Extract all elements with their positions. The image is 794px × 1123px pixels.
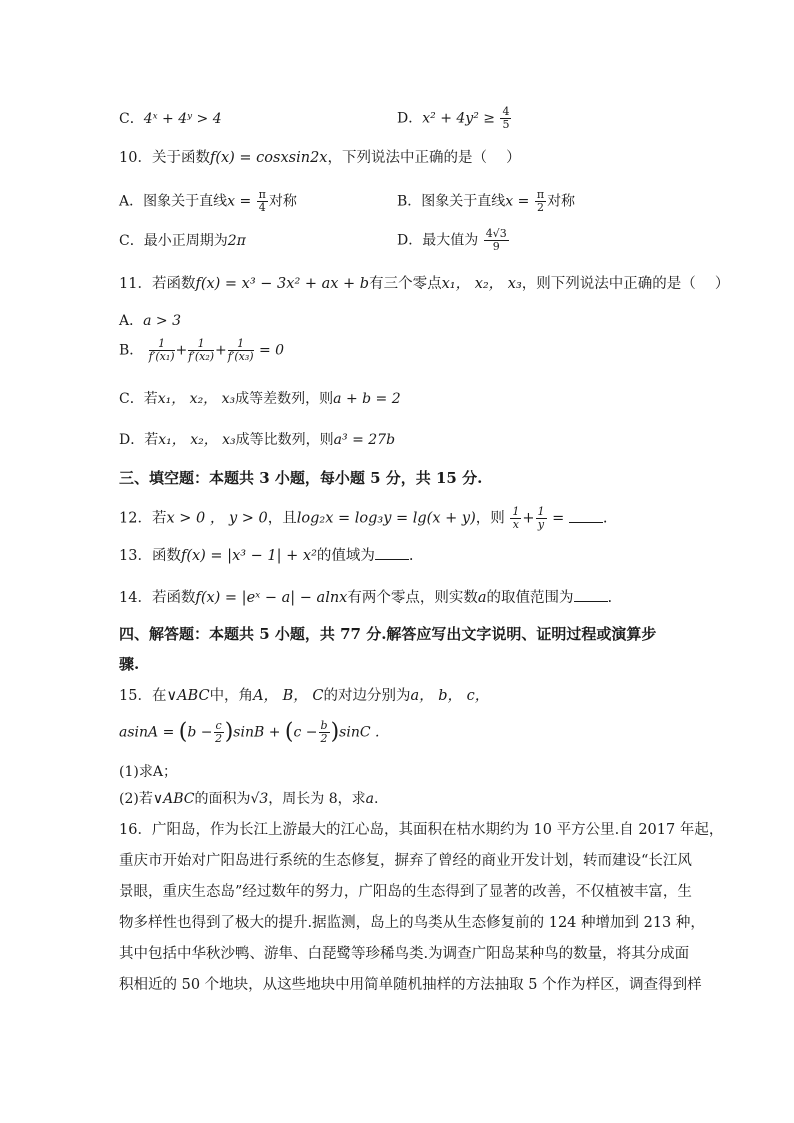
q11-option-a xyxy=(119,311,181,331)
option-text: C．若 xyxy=(119,391,158,407)
q10-stem xyxy=(119,148,521,168)
stem-text: . xyxy=(374,791,379,807)
option-text: B．图象关于直线 xyxy=(397,193,506,210)
section-4-heading-line2: 骤. xyxy=(119,655,140,673)
q16-line: 其中包括中华秋沙鸭、游隼、白琵鹭等珍稀鸟类.为调查广阳岛某种鸟的数量，将其分成面 xyxy=(119,946,690,962)
fraction: $\frac{1}{\text{f′(x₁)}}$ xyxy=(148,337,175,363)
math-expr: a > 3 xyxy=(143,313,182,329)
q15-equation: asinA = (b − $\frac{c}{2}$ )sinB + (c − $\frac{b}{2}$ )sinC . xyxy=(119,719,380,745)
stem-text: ，则下列说法中正确的是（ ） xyxy=(521,276,730,292)
option-text: 成等差数列，则 xyxy=(235,391,334,407)
q16-line: 重庆市开始对广阳岛进行系统的生态修复，摒弃了曾经的商业开发计划，转而建设“长江风 xyxy=(119,853,692,869)
math-expr: ∨ABC xyxy=(152,791,195,807)
fraction: $\frac{1}{\text{f′(x₂)}}$ xyxy=(188,337,215,363)
math-expr: x₁， x₂， x₃ xyxy=(157,391,236,407)
q16-line: 积相近的 50 个地块，从这些地块中用简单随机抽样的方法抽取 5 个作为样区，调查得到样 xyxy=(119,977,702,993)
option-text: D．若 xyxy=(119,432,159,448)
stem-text: 的面积为 xyxy=(194,791,251,807)
option-label: A． xyxy=(119,313,144,329)
q11-option-b: B． $\frac{1}{\text{f′(x₁)}}$ + $\frac{1}{\text{f′(x₂)}}$ + $\frac{1}{\text{f′(x₃)}}$ = 0 xyxy=(119,337,285,363)
q15-part-1: (1)求A； xyxy=(119,764,177,780)
fraction: $\frac{\pi}{4}$ xyxy=(258,188,266,214)
q9-option-d xyxy=(397,106,512,131)
stem-text: 11．若函数 xyxy=(119,276,196,292)
math-expr: b − xyxy=(187,724,213,741)
math-expr: x > 0 ， y > 0 xyxy=(166,510,268,527)
math-expr: log₂x = log₃y = lg(x + y) xyxy=(296,510,476,527)
q16-line: 景眼，重庆生态岛”经过数年的努力，广阳岛的生态得到了显著的改善，不仅植被丰富，生 xyxy=(119,884,692,900)
stem-text: . xyxy=(607,590,613,606)
q16-line: 16．广阳岛，作为长江上游最大的江心岛，其面积在枯水期约为 10 平方公里.自 2017 年起， xyxy=(119,822,724,838)
option-text: A．图象关于直线 xyxy=(119,193,228,210)
q16-line: 物多样性也得到了极大的提升.据监测，岛上的鸟类从生态修复前的 124 种增加到 213 种， xyxy=(119,915,705,931)
option-label: B． xyxy=(119,342,144,359)
option-label: C． xyxy=(119,111,144,127)
stem-text: 有两个零点，则实数 xyxy=(347,590,478,606)
q11-option-c xyxy=(119,389,401,409)
stem-text: 的取值范围为 xyxy=(486,590,574,606)
q9-option-c xyxy=(119,109,222,129)
fraction: $\frac{4}{5}$ xyxy=(502,105,510,131)
fraction: $\frac{1}{\text{f′(x₃)}}$ xyxy=(227,337,254,363)
option-text: 成等比数列，则 xyxy=(235,432,334,448)
math-expr: c − xyxy=(293,724,318,741)
option-text: C．最小正周期为 xyxy=(119,233,228,249)
stem-text: 14．若函数 xyxy=(119,590,196,606)
stem-text: 中，角 xyxy=(209,688,254,704)
math-expr: 4ˣ + 4ʸ > 4 xyxy=(143,111,222,127)
stem-text: ，下列说法中正确的是（ ） xyxy=(327,150,521,166)
fraction: $\frac{1}{x}$ xyxy=(512,505,520,531)
fraction: $\frac{1}{y}$ xyxy=(537,505,545,531)
math-expr: a xyxy=(365,791,375,807)
math-expr: sinB + xyxy=(233,724,281,741)
math-expr: f(x) = x³ − 3x² + ax + b xyxy=(195,276,370,292)
stem-text: ，则 xyxy=(475,510,505,527)
math-op: + xyxy=(522,510,535,527)
math-expr: a， b， c， xyxy=(410,688,490,704)
math-expr: asinA = xyxy=(119,724,175,741)
stem-text: (2)若 xyxy=(119,791,153,807)
q12-stem xyxy=(119,506,607,531)
answer-blank xyxy=(375,545,409,560)
q10-option-c xyxy=(119,231,246,251)
stem-text: ，周长为 8，求 xyxy=(268,791,366,807)
section-3-heading: 三、填空题：本题共 3 小题，每小题 5 分，共 15 分. xyxy=(119,469,483,487)
fraction: $\frac{b}{2}$ xyxy=(320,719,328,745)
section-4-heading-line1: 四、解答题：本题共 5 小题，共 77 分.解答应写出文字说明、证明过程或演算步 xyxy=(119,625,657,643)
math-expr: x = xyxy=(505,193,530,210)
math-expr: x₁， x₂， x₃ xyxy=(158,432,236,448)
math-op: = xyxy=(552,510,565,527)
math-expr: a³ = 27b xyxy=(333,432,396,448)
option-text: 对称 xyxy=(268,193,297,210)
stem-text: . xyxy=(408,548,414,564)
q11-stem xyxy=(119,274,729,294)
stem-text: 有三个零点 xyxy=(369,276,442,292)
math-expr: x = xyxy=(227,193,252,210)
math-expr: f(x) = |x³ − 1| + x² xyxy=(180,548,317,564)
stem-text: 12．若 xyxy=(119,510,167,527)
answer-blank xyxy=(569,508,603,523)
option-label: D． xyxy=(397,110,423,127)
fraction: $\frac{\pi}{2}$ xyxy=(536,188,545,214)
q15-part-2 xyxy=(119,789,378,809)
math-expr: x₁， x₂， x₃ xyxy=(441,276,522,292)
q15-stem xyxy=(119,686,489,706)
q11-option-d xyxy=(119,430,395,450)
math-expr: a xyxy=(477,590,487,606)
math-expr: = 0 xyxy=(258,342,285,359)
answer-blank xyxy=(574,587,608,602)
option-text: 对称 xyxy=(547,193,576,210)
fraction: $\frac{4√3}{9}$ xyxy=(485,227,507,253)
stem-text: 13．函数 xyxy=(119,548,181,564)
stem-text: 15．在 xyxy=(119,688,167,704)
q10-option-d xyxy=(397,228,510,253)
math-expr: x² + 4y² ≥ xyxy=(422,110,495,127)
math-expr: 2π xyxy=(227,233,246,249)
math-expr: f(x) = cosxsin2x xyxy=(209,150,328,166)
math-expr: A， B， C xyxy=(253,688,324,704)
math-expr: √3 xyxy=(250,791,269,807)
stem-text: ，且 xyxy=(267,510,297,527)
stem-text: 的对边分别为 xyxy=(323,688,411,704)
q13-stem xyxy=(119,545,414,566)
math-expr: ∨ABC xyxy=(166,688,210,704)
math-expr: f(x) = |eˣ − a| − alnx xyxy=(195,590,348,606)
stem-text: 10．关于函数 xyxy=(119,150,210,166)
fraction: $\frac{c}{2}$ xyxy=(215,719,223,745)
stem-text: . xyxy=(602,510,608,527)
math-expr: sinC . xyxy=(339,724,380,741)
q10-option-b xyxy=(397,189,575,214)
option-text: D．最大值为 xyxy=(397,232,479,249)
q10-option-a xyxy=(119,189,297,214)
math-expr: a + b = 2 xyxy=(333,391,401,407)
stem-text: 的值域为 xyxy=(316,548,375,564)
q14-stem xyxy=(119,587,612,608)
